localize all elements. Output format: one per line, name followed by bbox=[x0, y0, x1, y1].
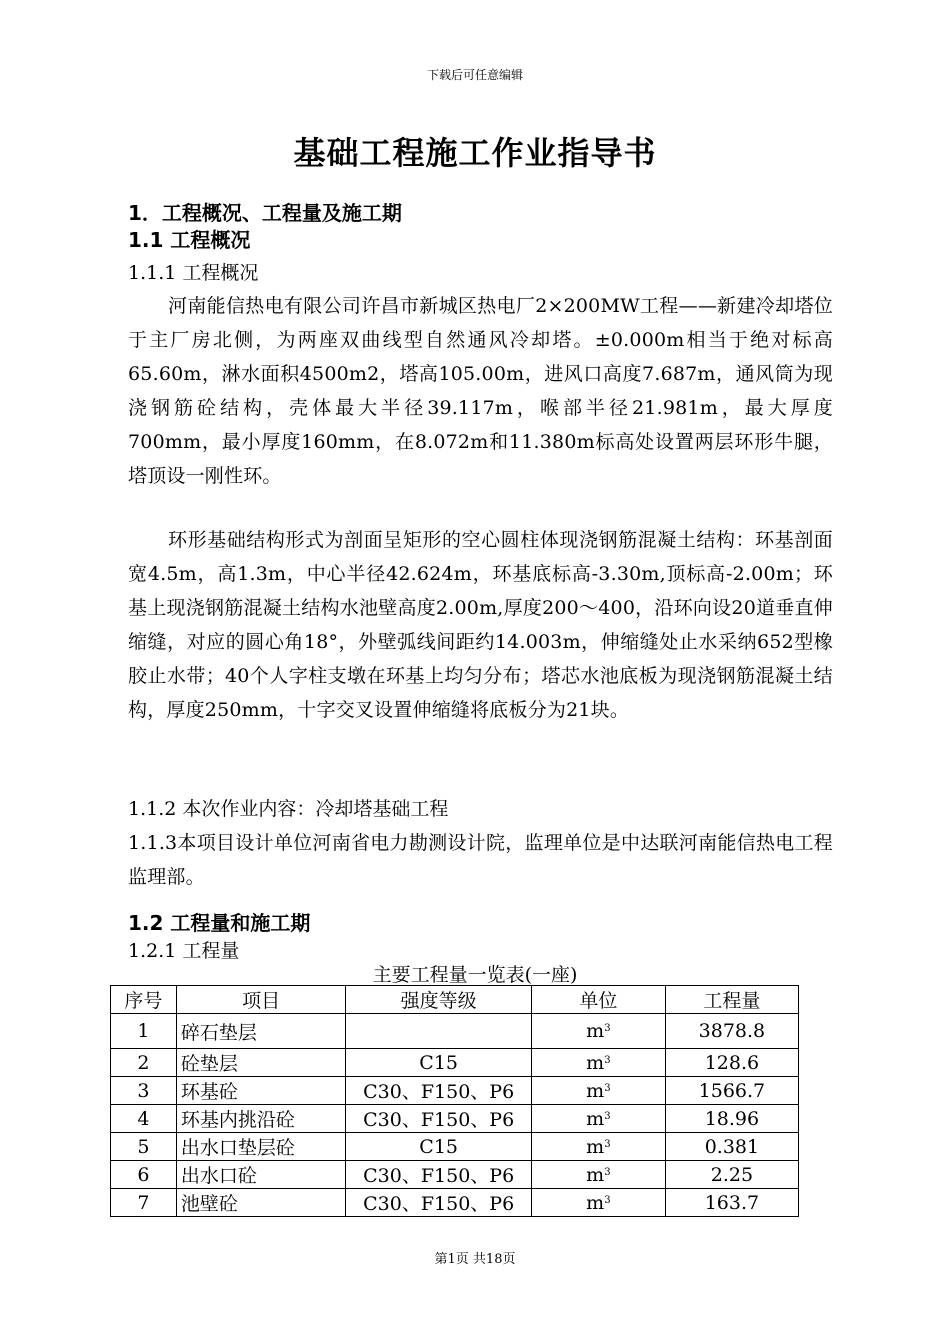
cell-unit: $m^3$ bbox=[531, 1105, 665, 1133]
table-row bbox=[111, 1049, 799, 1077]
cell-no: 5 bbox=[111, 1133, 177, 1161]
cell-unit: $m^3$ bbox=[531, 1014, 665, 1049]
cell-grade: C30、F150、P6 bbox=[346, 1077, 532, 1105]
cell-no: 1 bbox=[111, 1014, 177, 1049]
table-row bbox=[111, 1133, 799, 1161]
table-row bbox=[111, 1161, 799, 1189]
section-heading-1-2: 1.2 工程量和施工期 bbox=[128, 911, 311, 935]
cell-grade: C30、F150、P6 bbox=[346, 1105, 532, 1133]
cell-quantity: 163.7 bbox=[665, 1189, 798, 1217]
cell-item: 环基内挑沿砼 bbox=[176, 1105, 346, 1133]
cell-unit: $m^3$ bbox=[531, 1133, 665, 1161]
cell-quantity: 2.25 bbox=[665, 1161, 798, 1189]
cell-no: 4 bbox=[111, 1105, 177, 1133]
cell-item: 池壁砼 bbox=[176, 1189, 346, 1217]
cell-grade: C15 bbox=[346, 1049, 532, 1077]
cell-item: 出水口砼 bbox=[176, 1161, 346, 1189]
document-title: 基础工程施工作业指导书 bbox=[293, 134, 657, 172]
section-heading-1-2-1: 1.2.1 工程量 bbox=[128, 940, 240, 962]
cell-grade: C15 bbox=[346, 1133, 532, 1161]
section-heading-1-1-1: 1.1.1 工程概况 bbox=[128, 262, 259, 284]
cell-item: 环基砼 bbox=[176, 1077, 346, 1105]
cell-unit: $m^3$ bbox=[531, 1049, 665, 1077]
cell-unit: $m^3$ bbox=[531, 1189, 665, 1217]
header-no: 序号 bbox=[111, 986, 177, 1014]
table-row bbox=[111, 1105, 799, 1133]
header-grade: 强度等级 bbox=[346, 986, 532, 1014]
cell-grade: C30、F150、P6 bbox=[346, 1189, 532, 1217]
cell-unit: $m^3$ bbox=[531, 1077, 665, 1105]
table-caption: 主要工程量一览表(一座) bbox=[372, 964, 578, 986]
section-1-1-3-text: 1.1.3本项目设计单位河南省电力勘测设计院，监理单位是中达联河南能信热电工程监理部。 bbox=[128, 832, 833, 888]
cell-item: 砼垫层 bbox=[176, 1049, 346, 1077]
page-footer: 第1页 共18页 bbox=[434, 1252, 516, 1267]
table-row bbox=[111, 1189, 799, 1217]
table-header-row bbox=[111, 986, 799, 1014]
table-row bbox=[111, 1014, 799, 1049]
header-unit: 单位 bbox=[531, 986, 665, 1014]
cell-item: 出水口垫层砼 bbox=[176, 1133, 346, 1161]
cell-quantity: 1566.7 bbox=[665, 1077, 798, 1105]
cell-no: 3 bbox=[111, 1077, 177, 1105]
header-note: 下载后可任意编辑 bbox=[426, 68, 523, 82]
cell-no: 7 bbox=[111, 1189, 177, 1217]
quantity-table bbox=[110, 985, 799, 1217]
table-row bbox=[111, 1077, 799, 1105]
cell-unit: $m^3$ bbox=[531, 1161, 665, 1189]
cell-quantity: 128.6 bbox=[665, 1049, 798, 1077]
section-heading-1-1-2: 1.1.2 本次作业内容：冷却塔基础工程 bbox=[128, 798, 449, 820]
header-quantity: 工程量 bbox=[665, 986, 798, 1014]
cell-quantity: 0.381 bbox=[665, 1133, 798, 1161]
cell-grade: C30、F150、P6 bbox=[346, 1161, 532, 1189]
section-heading-1: 1．工程概况、工程量及施工期 bbox=[128, 201, 402, 225]
paragraph-foundation: 环形基础结构形式为剖面呈矩形的空心圆柱体现浇钢筋混凝土结构：环基剖面宽4.5m，高1.3m，中心半径42.624m，环基底标高-3.30m,顶标高-2.00m；环基上现浇钢筋混凝土结构水池壁高度2.00m,厚度200～400，沿环向设20道垂直伸缩缝，对应的圆心角18°，外壁弧线间距约14.003m，伸缩缝处止水采纳652型橡胶止水带；40个人字柱支墩在环基上均匀分布；塔芯水池底板为现浇钢筋混凝土结构，厚度250mm，十字交叉设置伸缩缝将底板分为21块。 bbox=[128, 529, 833, 721]
cell-no: 2 bbox=[111, 1049, 177, 1077]
section-heading-1-1: 1.1 工程概况 bbox=[128, 228, 251, 252]
cell-quantity: 18.96 bbox=[665, 1105, 798, 1133]
cell-quantity: 3878.8 bbox=[665, 1014, 798, 1049]
header-item: 项目 bbox=[176, 986, 346, 1014]
cell-item: 碎石垫层 bbox=[176, 1014, 346, 1049]
cell-no: 6 bbox=[111, 1161, 177, 1189]
cell-grade bbox=[346, 1014, 532, 1049]
paragraph-overview: 河南能信热电有限公司许昌市新城区热电厂2×200MW工程——新建冷却塔位于主厂房北侧，为两座双曲线型自然通风冷却塔。±0.000m相当于绝对标高65.60m，淋水面积4500m2，塔高105.00m，进风口高度7.687m，通风筒为现浇钢筋砼结构，壳体最大半径39.117m，喉部半径21.981m，最大厚度700mm，最小厚度160mm，在8.072m和11.380m标高处设置两层环形牛腿，塔顶设一刚性环。 bbox=[128, 295, 834, 487]
